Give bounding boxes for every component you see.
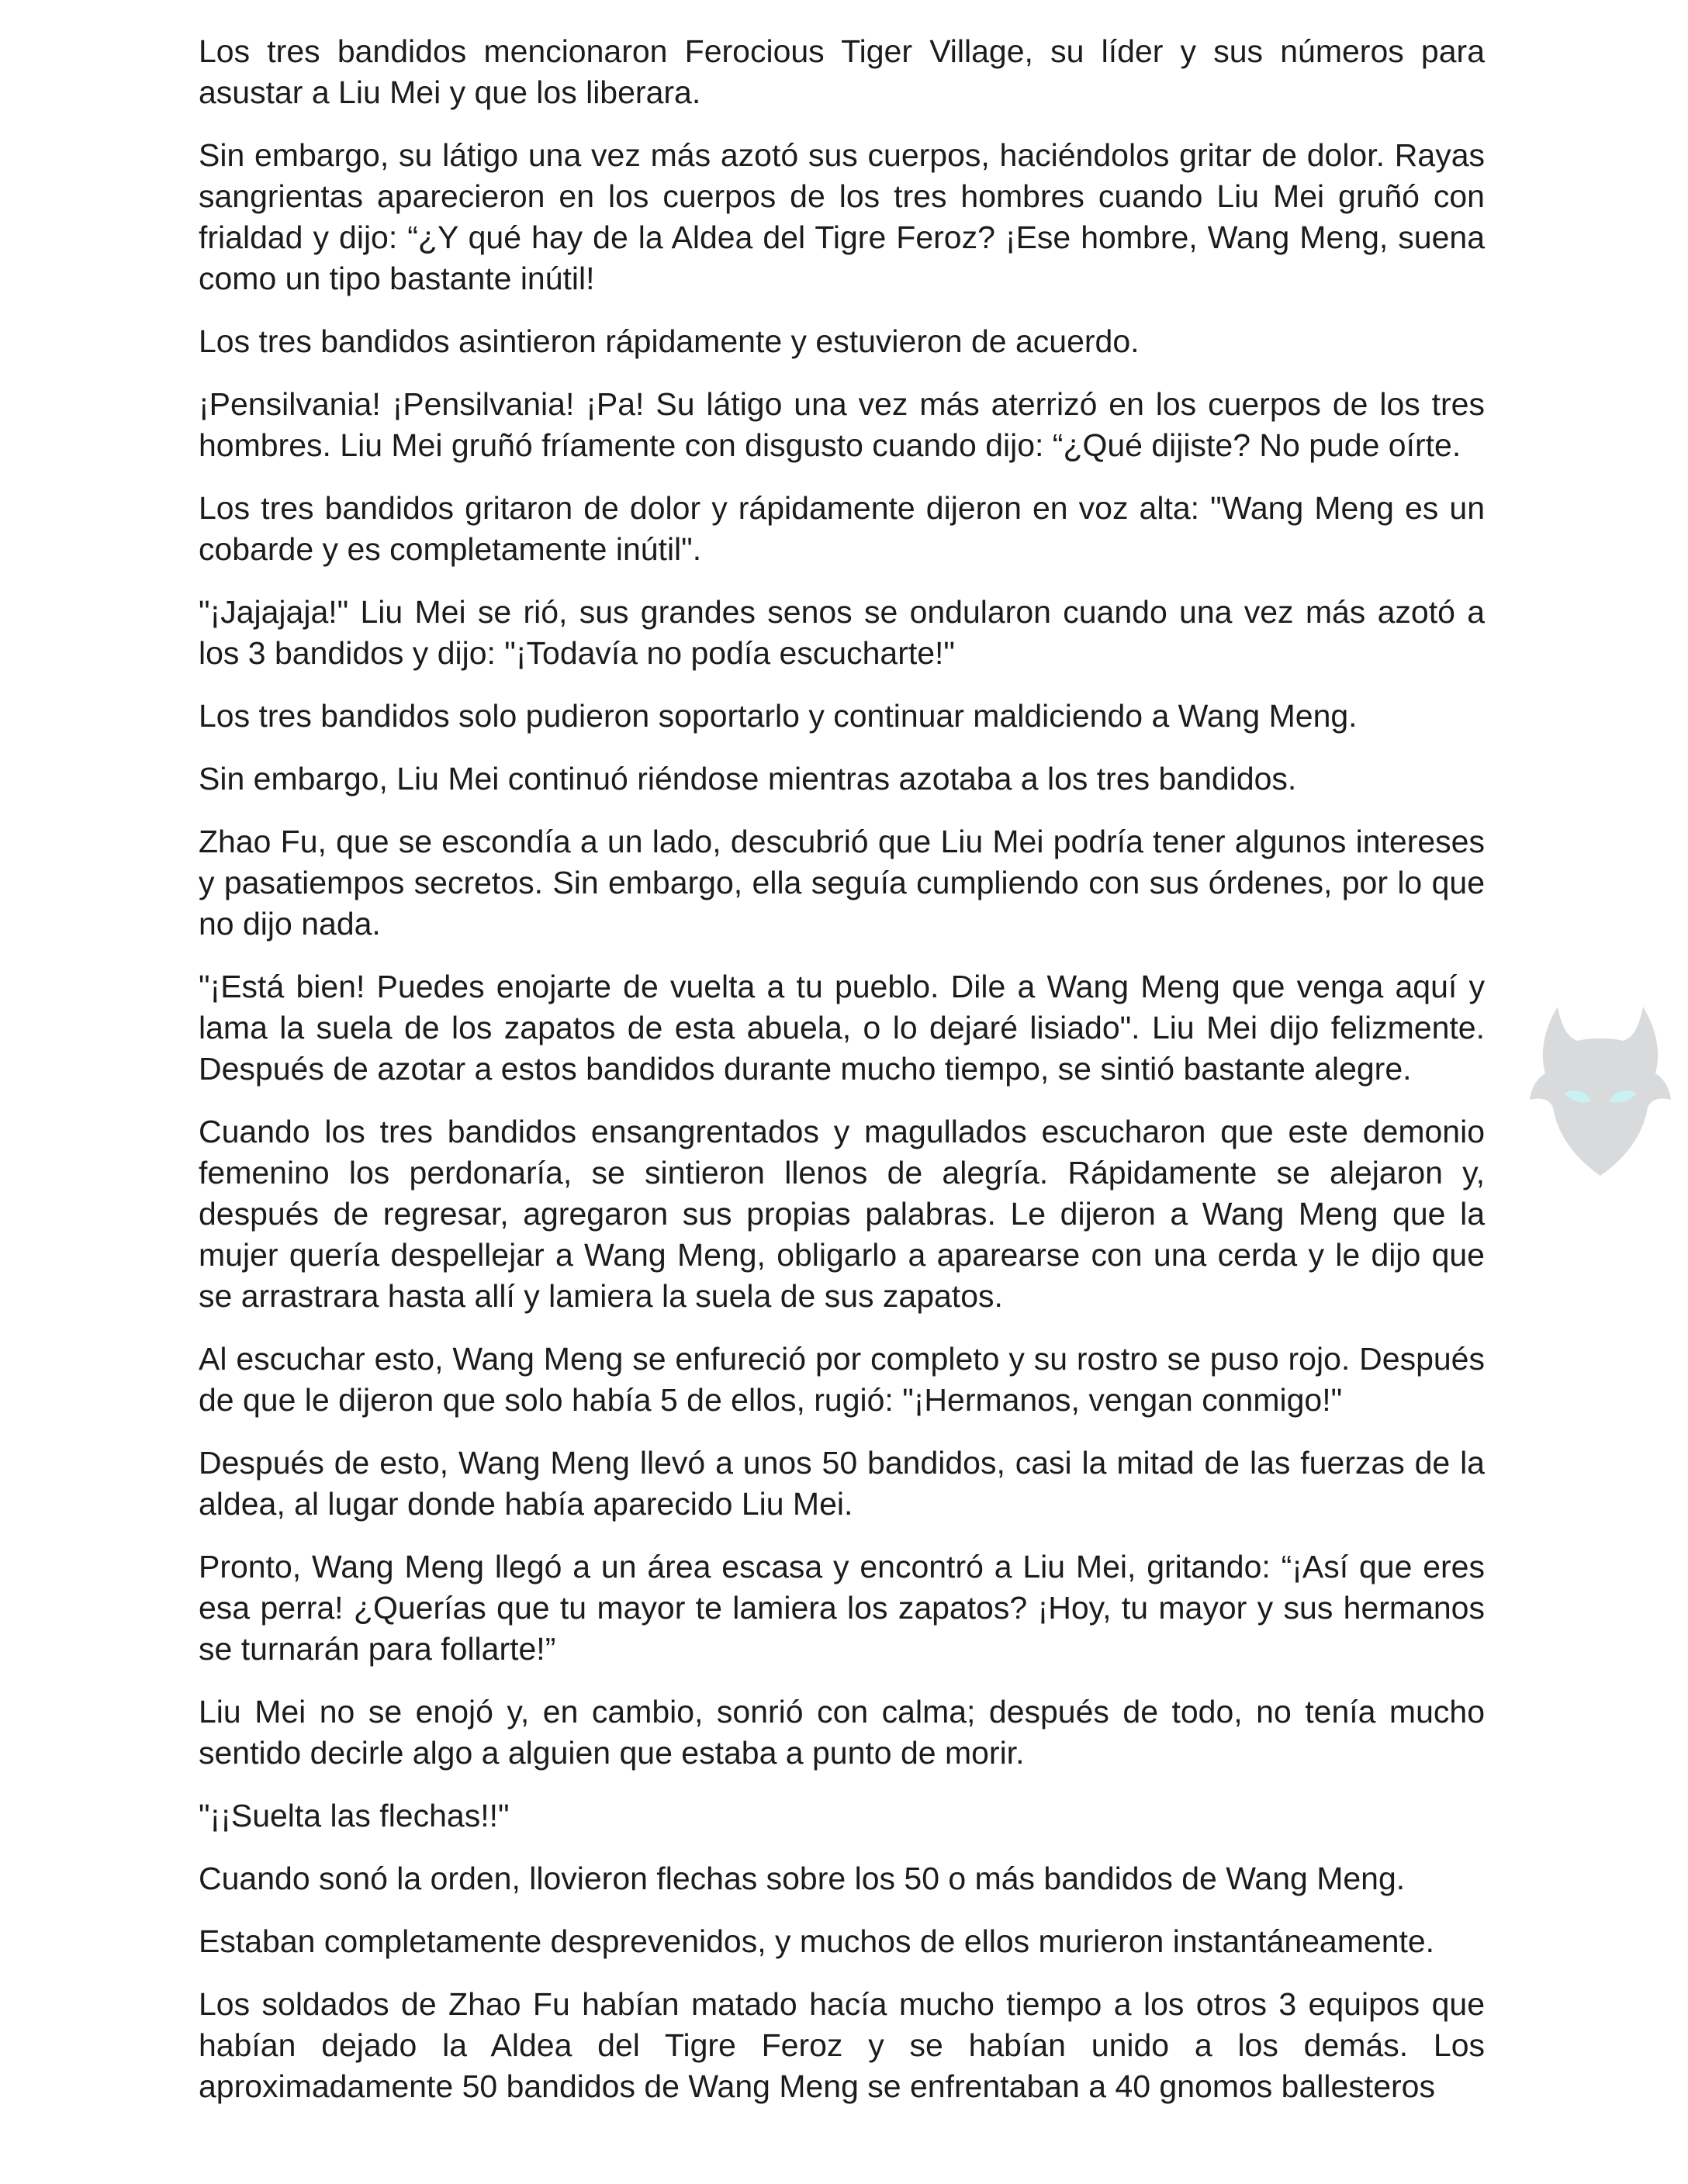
paragraph-17: Cuando sonó la orden, llovieron flechas sobre los 50 o más bandidos de Wang Meng. xyxy=(199,1861,1406,1896)
paragraph-3: Los tres bandidos asintieron rápidamente y estuvieron de acuerdo. xyxy=(199,323,1140,359)
paragraph-12: Al escuchar esto, Wang Meng se enfureció por completo y su rostro se puso rojo. Después de que le dijeron que solo había 5 de ellos, rugió: "¡Hermanos, vengan conmigo!" xyxy=(199,1341,1485,1418)
paragraph-16: "¡¡Suelta las flechas!!" xyxy=(199,1798,510,1833)
paragraph-6: "¡Jajajaja!" Liu Mei se rió, sus grandes senos se ondularon cuando una vez más azotó a los 3 bandidos y dijo: "¡Todavía no podía escucharte!" xyxy=(199,594,1485,671)
paragraph-18: Estaban completamente desprevenidos, y muchos de ellos murieron instantáneamente. xyxy=(199,1923,1435,1959)
paragraph-4: ¡Pensilvania! ¡Pensilvania! ¡Pa! Su látigo una vez más aterrizó en los cuerpos de los tres hombres. Liu Mei gruñó fríamente con disgusto cuando dijo: “¿Qué dijiste? No pude oírte. xyxy=(199,386,1485,463)
paragraph-5: Los tres bandidos gritaron de dolor y rápidamente dijeron en voz alta: "Wang Meng es un cobarde y es completamente inútil". xyxy=(199,490,1485,567)
paragraph-13: Después de esto, Wang Meng llevó a unos 50 bandidos, casi la mitad de las fuerzas de la aldea, al lugar donde había aparecido Liu Mei. xyxy=(199,1445,1485,1522)
paragraph-10: "¡Está bien! Puedes enojarte de vuelta a tu pueblo. Dile a Wang Meng que venga aquí y lama la suela de los zapatos de esta abuela, o lo dejaré lisiado". Liu Mei dijo felizmente. Después de azotar a estos bandidos durante mucho tiempo, se sintió bastante alegre. xyxy=(199,969,1485,1087)
demon-head-icon xyxy=(1527,1007,1674,1177)
paragraph-11: Cuando los tres bandidos ensangrentados y magullados escucharon que este demonio femenino los perdonaría, se sintieron llenos de alegría. Rápidamente se alejaron y, después de regresar, agregaron sus propias palabras. Le dijeron a Wang Meng que la mujer quería despellejar a Wang Meng, obligarlo a aparearse con una cerda y le dijo que se arrastrara hasta allí y lamiera la suela de sus zapatos. xyxy=(199,1114,1485,1314)
paragraph-7: Los tres bandidos solo pudieron soportarlo y continuar maldiciendo a Wang Meng. xyxy=(199,698,1358,734)
document-page xyxy=(199,31,1485,2129)
paragraph-14: Pronto, Wang Meng llegó a un área escasa y encontró a Liu Mei, gritando: “¡Así que eres esa perra! ¿Querías que tu mayor te lamiera los zapatos? ¡Hoy, tu mayor y sus hermanos se turnarán para follarte!” xyxy=(199,1549,1485,1667)
paragraph-19: Los soldados de Zhao Fu habían matado hacía mucho tiempo a los otros 3 equipos que habían dejado la Aldea del Tigre Feroz y se habían unido a los demás. Los aproximadamente 50 bandidos de Wang Meng se enfrentaban a 40 gnomos ballesteros xyxy=(199,1986,1485,2104)
paragraph-1: Los tres bandidos mencionaron Ferocious Tiger Village, su líder y sus números para asustar a Liu Mei y que los liberara. xyxy=(199,33,1485,110)
paragraph-2: Sin embargo, su látigo una vez más azotó sus cuerpos, haciéndolos gritar de dolor. Rayas sangrientas aparecieron en los cuerpos de los tres hombres cuando Liu Mei gruñó con frialdad y dijo: “¿Y qué hay de la Aldea del Tigre Feroz? ¡Ese hombre, Wang Meng, suena como un tipo bastante inútil! xyxy=(199,137,1485,296)
paragraph-9: Zhao Fu, que se escondía a un lado, descubrió que Liu Mei podría tener algunos intereses y pasatiempos secretos. Sin embargo, ella seguía cumpliendo con sus órdenes, por lo que no dijo nada. xyxy=(199,824,1485,942)
paragraph-8: Sin embargo, Liu Mei continuó riéndose mientras azotaba a los tres bandidos. xyxy=(199,761,1297,797)
paragraph-15: Liu Mei no se enojó y, en cambio, sonrió con calma; después de todo, no tenía mucho sentido decirle algo a alguien que estaba a punto de morir. xyxy=(199,1694,1485,1771)
